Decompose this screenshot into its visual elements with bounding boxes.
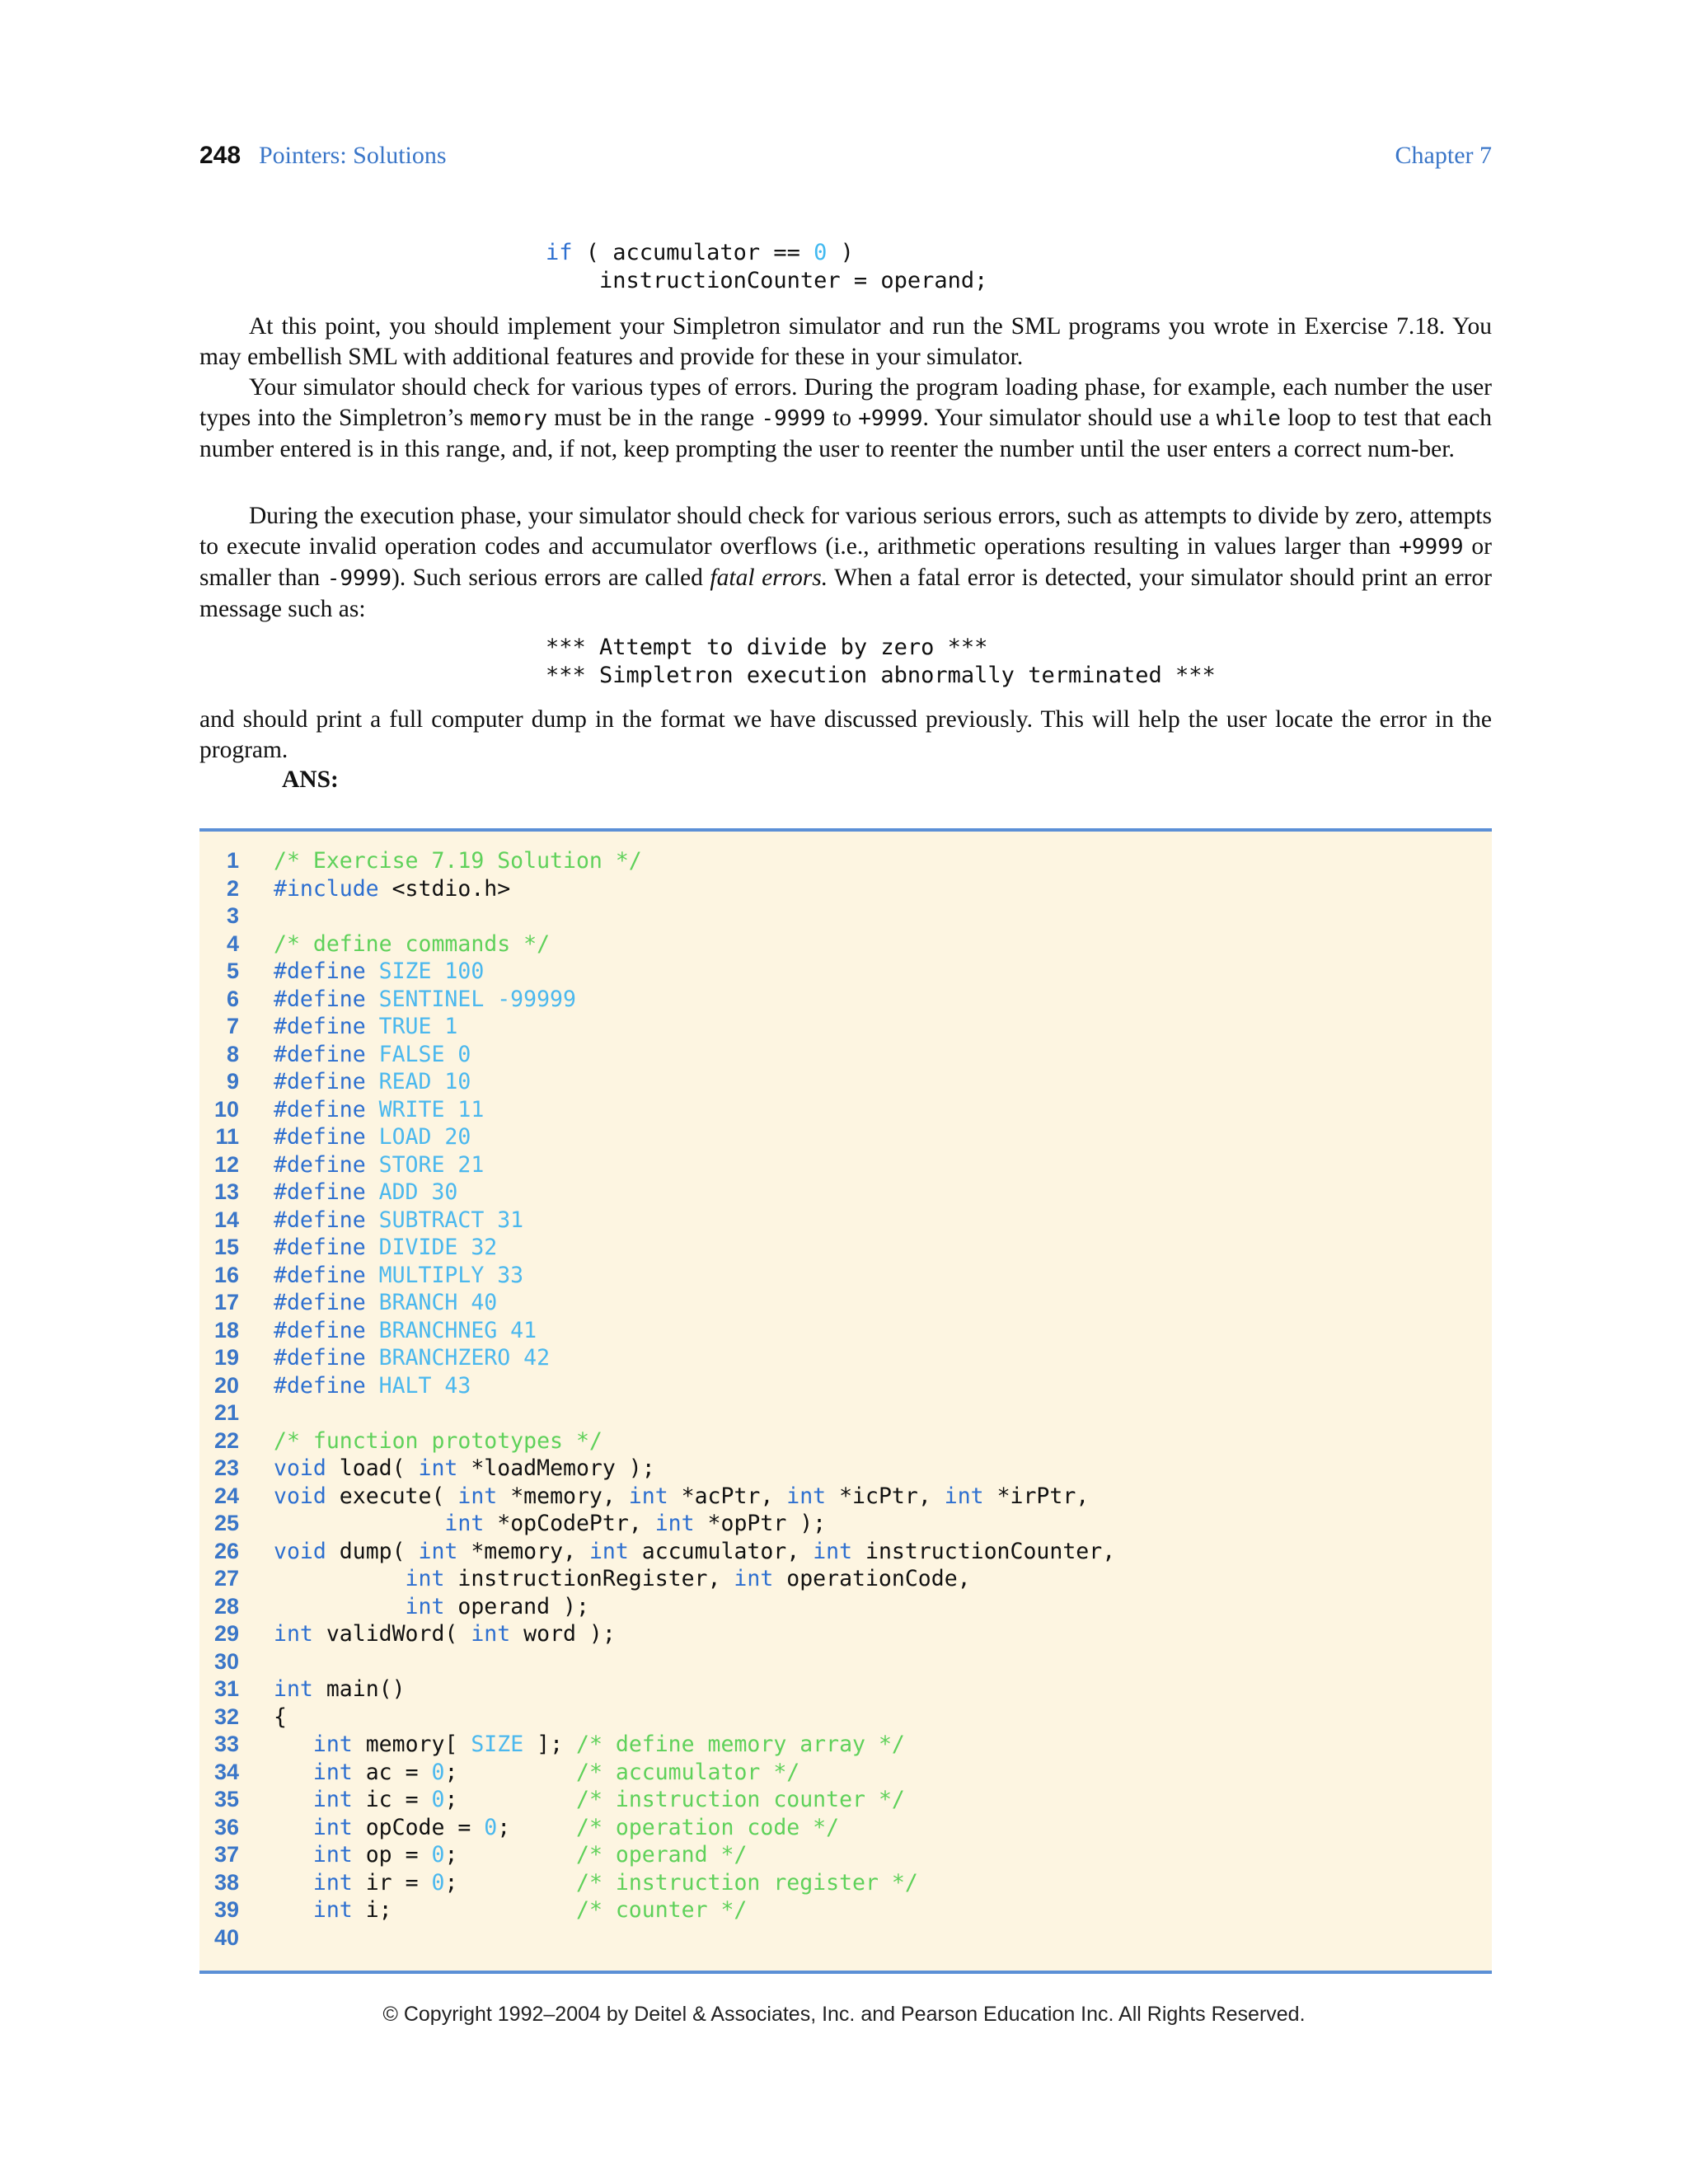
line-number: 19 [213, 1345, 239, 1370]
line-number: 26 [213, 1538, 239, 1563]
code-token-lit: SIZE [471, 1732, 524, 1757]
code-token-comment: /* define commands */ [274, 930, 551, 957]
inline-code: +9999 [1399, 535, 1464, 560]
code-token-kw: #define [274, 1096, 366, 1122]
paragraph-execution-errors [199, 501, 1492, 625]
line-number: 13 [213, 1179, 239, 1204]
code-text [274, 1842, 747, 1868]
code-line [199, 1121, 1492, 1149]
page-header [199, 138, 1492, 178]
code-token-lit: MULTIPLY 33 [365, 1262, 524, 1288]
text-run: ). Such serious errors are called [392, 565, 710, 591]
code-token-kw: #define [274, 1235, 366, 1260]
code-token-plain: <stdio.h> [378, 875, 511, 902]
text-run: During the execution phase, your simulator should check for various serious errors, such as attempts to divide by zero, attempts to execute invalid operation codes and accumulator overflows (i.e., arithmetic operations resulting in values larger than [199, 503, 1492, 560]
code-token-kw: #define [274, 1372, 366, 1399]
code-line [199, 1370, 1492, 1398]
paragraph-text: and should print a full computer dump in the format we have discussed previously. This will help the user locate the error in the program. [199, 706, 1492, 763]
code-token-plain: { [274, 1704, 287, 1730]
code-text [274, 1760, 799, 1785]
code-line [199, 1204, 1492, 1232]
code-token-plain: *opCodePtr, [484, 1511, 655, 1536]
text-run: loop to test that each number entered is in this range, and, if not, keep prompting the user to reenter the number until the user enters a correct num-ber. [199, 405, 1492, 462]
snippet-text-end: ) [827, 240, 854, 265]
code-text [274, 1373, 471, 1399]
code-token-plain: ]; [523, 1732, 576, 1757]
line-number: 24 [213, 1483, 239, 1508]
line-number: 16 [213, 1262, 239, 1287]
code-token-plain: ; [497, 1814, 576, 1840]
code-token-plain: ; [444, 1759, 576, 1785]
code-token-plain: *acPtr, [668, 1483, 787, 1509]
code-token-comment: /* instruction register */ [576, 1869, 918, 1896]
code-line [199, 1176, 1492, 1204]
inline-code: -9999 [326, 566, 392, 591]
code-token-comment: /* Exercise 7.19 Solution */ [274, 848, 642, 874]
code-line [199, 1839, 1492, 1867]
code-token-kw: #include [274, 875, 379, 902]
code-token-plain: opCode = [352, 1814, 485, 1840]
line-number: 10 [213, 1096, 239, 1122]
code-token-plain [274, 1870, 313, 1896]
code-token-plain: *irPtr, [983, 1483, 1090, 1509]
code-line [199, 1646, 1492, 1674]
code-token-plain: accumulator, [628, 1538, 814, 1564]
code-token-kw: int [471, 1621, 511, 1647]
code-token-plain: validWord( [312, 1621, 471, 1647]
code-token-kw: int [813, 1538, 853, 1564]
code-token-kw: int [734, 1566, 774, 1591]
code-token-plain: memory[ [352, 1732, 471, 1757]
code-token-kw: int [418, 1455, 458, 1481]
code-line [199, 1259, 1492, 1287]
code-line [199, 845, 1492, 873]
code-listing [199, 828, 1492, 1974]
code-text [274, 1732, 905, 1757]
inline-code: memory [470, 406, 548, 431]
code-token-lit: 0 [431, 1759, 445, 1785]
line-number: 5 [226, 958, 239, 983]
line-number: 17 [213, 1290, 239, 1315]
paragraph-text: At this point, you should implement your Simpletron simulator and run the SML programs you wrote in Exercise 7.18. You may embellish SML with additional features and provide for these in your simulator. [199, 313, 1492, 370]
code-token-plain: ac = [352, 1759, 432, 1785]
line-number: 27 [213, 1566, 239, 1591]
code-token-comment: /* operand */ [576, 1842, 748, 1868]
code-text [274, 1815, 839, 1840]
code-text [274, 1318, 537, 1343]
code-line [199, 1535, 1492, 1563]
code-text [274, 1704, 287, 1730]
line-number: 30 [213, 1648, 239, 1674]
code-token-kw: #define [274, 1069, 366, 1094]
code-token-plain: ; [444, 1787, 576, 1812]
code-text [274, 1263, 523, 1288]
inline-code: +9999 [858, 406, 923, 431]
line-number: 20 [213, 1372, 239, 1398]
code-token-lit: 0 [431, 1842, 445, 1868]
code-token-plain: instructionRegister, [444, 1566, 734, 1591]
code-line [199, 955, 1492, 983]
code-token-kw: int [274, 1676, 313, 1702]
code-token-plain [274, 1897, 313, 1923]
code-line [199, 1618, 1492, 1646]
code-token-lit: SIZE 100 [365, 958, 485, 984]
line-number: 18 [213, 1317, 239, 1343]
code-line [199, 1010, 1492, 1038]
code-line [199, 1038, 1492, 1066]
code-line [199, 1066, 1492, 1094]
paragraph-text [199, 373, 1492, 465]
code-text [274, 1207, 523, 1233]
code-token-comment: /* accumulator */ [576, 1759, 800, 1785]
code-text [274, 1787, 905, 1812]
copyright-footer: © Copyright 1992–2004 by Deitel & Associates, Inc. and Pearson Education Inc. All Rights Reserved. [382, 2003, 1306, 2026]
code-token-plain: *opPtr ); [694, 1511, 827, 1536]
code-token-kw: #define [274, 1014, 366, 1039]
line-number: 6 [226, 986, 239, 1011]
code-text [274, 1042, 471, 1067]
code-token-kw: int [274, 1621, 313, 1647]
code-line [199, 1452, 1492, 1480]
line-number: 8 [226, 1041, 239, 1066]
code-token-comment: /* counter */ [575, 1897, 748, 1923]
line-number: 15 [213, 1235, 239, 1259]
line-number: 21 [213, 1400, 239, 1425]
code-token-plain: execute( [326, 1483, 458, 1509]
code-line [199, 1231, 1492, 1259]
line-number: 34 [213, 1759, 239, 1784]
code-token-plain [274, 1594, 406, 1619]
code-text [274, 1483, 1089, 1509]
code-text [274, 1455, 655, 1481]
code-token-lit: SENTINEL -99999 [365, 986, 576, 1012]
line-number: 3 [226, 903, 239, 928]
code-token-plain: operationCode, [773, 1566, 971, 1591]
code-token-lit: 0 [484, 1814, 498, 1840]
line-number: 7 [226, 1014, 239, 1038]
snippet-literal: 0 [814, 240, 828, 265]
code-line [199, 1149, 1492, 1177]
code-token-lit: ADD 30 [365, 1179, 458, 1205]
code-token-lit: HALT 43 [365, 1372, 471, 1399]
line-number: 14 [213, 1207, 239, 1232]
code-line [199, 1728, 1492, 1756]
code-token-plain: ; [444, 1842, 576, 1868]
inline-code: while [1216, 406, 1281, 431]
code-line [199, 1315, 1492, 1343]
code-token-comment: /* instruction counter */ [576, 1787, 905, 1812]
code-text [274, 1897, 747, 1923]
line-number: 11 [215, 1124, 239, 1149]
code-text [274, 848, 642, 874]
code-token-plain: i; [352, 1897, 576, 1923]
code-text [274, 1179, 457, 1205]
code-text [274, 1511, 826, 1536]
code-token-plain: load( [326, 1455, 419, 1481]
inline-code: -9999 [761, 406, 826, 431]
code-text [274, 1621, 616, 1647]
code-token-kw: void [274, 1483, 326, 1509]
code-line [199, 873, 1492, 901]
code-text [274, 1152, 484, 1178]
code-text [274, 987, 576, 1012]
chapter-label: Chapter 7 [1395, 142, 1492, 169]
code-token-plain: instructionCounter, [852, 1538, 1116, 1564]
error-line-2: *** Simpletron execution abnormally terminated *** [546, 663, 1216, 688]
line-number: 12 [213, 1151, 239, 1177]
code-text [274, 1566, 971, 1591]
code-token-kw: #define [274, 1290, 366, 1315]
code-token-lit: 0 [431, 1869, 445, 1896]
text-run: Your simulator should check for various types of errors. During the program loading phase, for example, each number the user types into the Simpletron’s [199, 374, 1492, 431]
code-token-plain: dump( [326, 1538, 419, 1564]
code-line [199, 1286, 1492, 1315]
line-number: 25 [213, 1511, 239, 1535]
code-token-plain: *loadMemory ); [457, 1455, 655, 1481]
code-line [199, 1867, 1492, 1895]
code-line [199, 983, 1492, 1011]
code-token-plain: *memory, [497, 1483, 629, 1509]
code-token-kw: int [312, 1869, 353, 1896]
code-token-kw: int [588, 1538, 629, 1564]
code-line [199, 1397, 1492, 1425]
code-token-kw: int [312, 1897, 353, 1923]
line-number: 29 [213, 1621, 239, 1646]
code-text [274, 1069, 471, 1094]
text-run: must be in the range [547, 405, 762, 431]
code-text [274, 1676, 406, 1702]
running-title: Pointers: Solutions [259, 142, 447, 169]
code-token-kw: void [274, 1538, 326, 1564]
line-number: 2 [226, 875, 239, 901]
code-line [199, 900, 1492, 928]
code-line [199, 1425, 1492, 1453]
code-token-plain [274, 1787, 313, 1812]
code-token-plain [274, 1760, 313, 1785]
code-text [274, 1870, 918, 1896]
code-token-kw: int [405, 1566, 445, 1591]
code-token-plain [274, 1815, 313, 1840]
code-token-kw: int [405, 1593, 445, 1619]
code-line [199, 1563, 1492, 1591]
code-token-lit: 0 [431, 1787, 445, 1812]
code-line [199, 1783, 1492, 1811]
paragraph-dump [199, 705, 1492, 766]
page-number: 248 [199, 142, 241, 169]
code-token-lit: TRUE 1 [365, 1014, 458, 1039]
code-token-plain: main() [312, 1676, 406, 1702]
paragraph-implement [199, 312, 1492, 373]
line-number: 1 [226, 848, 239, 873]
code-line [199, 1094, 1492, 1122]
code-token-kw: #define [274, 986, 366, 1012]
paragraph-loading-errors [199, 373, 1492, 465]
code-token-lit: LOAD 20 [365, 1124, 471, 1150]
code-token-kw: int [418, 1538, 458, 1564]
error-message-snippet [546, 634, 1216, 690]
snippet-text: ( accumulator == [572, 240, 814, 265]
text-run: When a fatal error is detected, your simulator should print an error message such as: [199, 565, 1492, 622]
line-number: 37 [213, 1842, 239, 1867]
code-token-comment: /* define memory array */ [576, 1732, 905, 1757]
code-text [274, 1235, 497, 1260]
code-token-kw: int [312, 1814, 353, 1840]
code-token-kw: void [274, 1455, 326, 1481]
code-token-lit: WRITE 11 [365, 1096, 485, 1122]
code-token-comment: /* function prototypes */ [274, 1427, 603, 1454]
code-text [274, 1539, 1115, 1564]
text-run: . Your simulator should use a [922, 405, 1217, 431]
code-token-comment: /* operation code */ [576, 1814, 840, 1840]
code-text [274, 931, 550, 957]
code-line [199, 1894, 1492, 1922]
code-token-kw: #define [274, 1317, 366, 1343]
code-token-plain: *memory, [457, 1538, 589, 1564]
code-token-kw: #define [274, 1151, 366, 1178]
emphasis-text: fatal errors. [710, 565, 828, 591]
code-line [199, 1922, 1492, 1950]
code-token-lit: BRANCH 40 [365, 1290, 498, 1315]
code-token-kw: int [654, 1511, 695, 1536]
line-number: 31 [213, 1676, 239, 1701]
code-token-plain: *icPtr, [826, 1483, 945, 1509]
code-token-kw: #define [274, 958, 366, 984]
code-token-kw: int [457, 1483, 498, 1509]
snippet-line-2: instructionCounter = operand; [546, 268, 988, 293]
code-token-lit: BRANCHNEG 41 [365, 1317, 537, 1343]
code-token-kw: #define [274, 1041, 366, 1067]
code-line [199, 1673, 1492, 1701]
code-token-plain [274, 1732, 313, 1757]
code-token-plain: ic = [352, 1787, 432, 1812]
code-line [199, 1342, 1492, 1370]
code-token-plain [274, 1566, 406, 1591]
code-token-kw: int [786, 1483, 827, 1509]
line-number: 9 [226, 1069, 239, 1094]
line-number: 39 [213, 1897, 239, 1922]
code-token-kw: int [312, 1842, 353, 1868]
code-token-plain: operand ); [444, 1593, 589, 1619]
code-token-kw: #define [274, 1345, 366, 1371]
code-token-plain [274, 1842, 313, 1868]
code-token-plain [274, 1511, 444, 1536]
line-number: 23 [213, 1455, 239, 1480]
line-number: 28 [213, 1593, 239, 1619]
code-text [274, 958, 484, 984]
paragraph-text [199, 501, 1492, 625]
code-line [199, 1756, 1492, 1784]
code-text [274, 1594, 589, 1619]
code-token-lit: READ 10 [365, 1069, 471, 1094]
answer-label: ANS: [282, 766, 339, 793]
line-number: 36 [213, 1814, 239, 1840]
code-token-kw: int [312, 1787, 353, 1812]
code-token-lit: STORE 21 [365, 1151, 485, 1178]
text-run: to [825, 405, 859, 431]
code-text [274, 1097, 484, 1122]
code-text [274, 1290, 497, 1315]
code-token-plain: word ); [510, 1621, 616, 1647]
line-number: 38 [213, 1869, 239, 1895]
line-number: 4 [226, 930, 239, 956]
code-token-plain: ; [444, 1869, 576, 1896]
code-token-kw: int [312, 1759, 353, 1785]
code-token-lit: DIVIDE 32 [365, 1235, 498, 1260]
code-line [199, 1811, 1492, 1840]
line-number: 35 [213, 1787, 239, 1811]
code-snippet-if [546, 239, 987, 295]
code-token-kw: #define [274, 1179, 366, 1205]
code-token-lit: SUBTRACT 31 [365, 1207, 524, 1233]
code-line [199, 928, 1492, 956]
snippet-keyword: if [546, 240, 573, 265]
code-text [274, 876, 510, 902]
code-token-kw: #define [274, 1124, 366, 1150]
error-line-1: *** Attempt to divide by zero *** [546, 635, 988, 660]
code-line [199, 1507, 1492, 1535]
code-token-plain: op = [352, 1842, 432, 1868]
line-number: 32 [213, 1704, 239, 1729]
code-token-plain: ir = [352, 1869, 432, 1896]
code-token-kw: #define [274, 1207, 366, 1233]
code-token-lit: FALSE 0 [365, 1041, 471, 1067]
code-token-kw: int [628, 1483, 668, 1509]
code-token-lit: BRANCHZERO 42 [365, 1345, 551, 1371]
code-text [274, 1124, 471, 1150]
code-text [274, 1014, 457, 1039]
code-line [199, 1591, 1492, 1619]
line-number: 40 [213, 1924, 239, 1950]
line-number: 33 [213, 1732, 239, 1756]
code-token-kw: int [944, 1483, 984, 1509]
code-line [199, 1480, 1492, 1508]
code-line [199, 1701, 1492, 1729]
text-run: or smaller than [199, 533, 1492, 591]
code-token-kw: int [444, 1511, 485, 1536]
code-token-kw: int [312, 1732, 353, 1757]
code-token-kw: #define [274, 1262, 366, 1288]
code-text [274, 1428, 603, 1454]
code-text [274, 1345, 550, 1371]
line-number: 22 [213, 1427, 239, 1453]
